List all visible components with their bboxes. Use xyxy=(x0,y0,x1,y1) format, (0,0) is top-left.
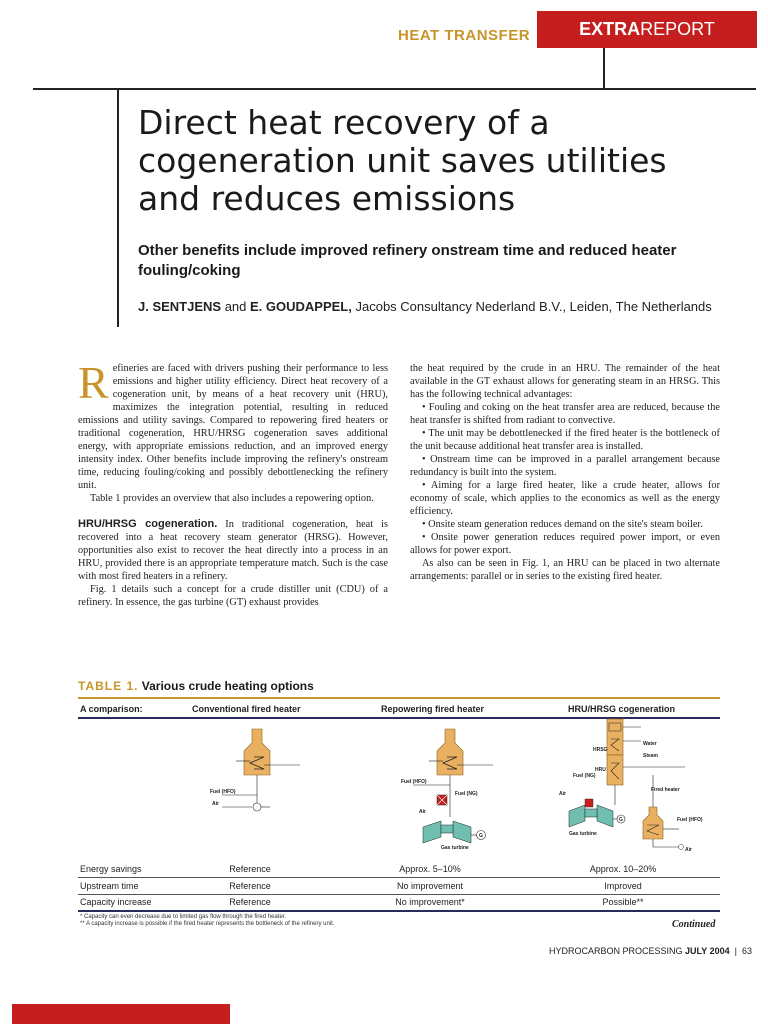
table-colhead-comparison: A comparison: xyxy=(80,704,143,714)
article-subtitle: Other benefits include improved refinery onstream time and reduced heater fouling/coking xyxy=(138,242,677,279)
paragraph-section-1 xyxy=(78,518,388,583)
table-rule-top xyxy=(78,697,720,699)
continued-label: Continued xyxy=(672,919,716,930)
table-cell: Approx. 5–10% xyxy=(399,864,461,874)
diagram-conventional-heater xyxy=(200,725,310,825)
bullet-debottleneck: • The unit may be debottlenecked if the fired heater is the bottleneck of the unit because additional heat transfer area is installed. xyxy=(410,428,720,452)
label-hru: HRU xyxy=(595,767,606,773)
author-1: J. SENTJENS xyxy=(138,299,222,314)
table-row-label: Energy savings xyxy=(80,864,142,874)
table-row-divider xyxy=(78,877,720,878)
title-divider-vertical xyxy=(117,90,119,327)
table-cell: No improvement* xyxy=(395,897,465,907)
table-cell: Possible** xyxy=(602,897,644,907)
label-hrsg: HRSG xyxy=(593,747,608,753)
table-rule-bottom xyxy=(78,910,720,912)
author-and: and xyxy=(221,299,251,314)
label-steam: Steam xyxy=(643,753,659,759)
table-cell: Reference xyxy=(229,864,271,874)
paragraph-arrangements: As also can be seen in Fig. 1, an HRU can be placed in two alternate arrangements: parallel or in series to the existing fired heater. xyxy=(410,558,720,582)
issue-date: JULY 2004 xyxy=(685,946,730,956)
table-footnote-2: ** A capacity increase is possible if the fired heater represents the bottleneck of the refinery unit. xyxy=(80,921,335,927)
table-colhead-repowering: Repowering fired heater xyxy=(381,704,485,714)
section-1-text: In traditional cogeneration, heat is recovered into a heat recovery steam generator (HRSG). However, opportunities also exist to recover the heat directly into a process in an HRU, provided there is an appropriate temperature match. Such is the case with most fired heaters in a refinery. xyxy=(78,519,388,582)
journal-name: HYDROCARBON PROCESSING xyxy=(549,946,683,956)
label-gas-turbine-2: Gas turbine xyxy=(569,831,597,837)
paragraph-continued: the heat required by the crude in an HRU. The remainder of the heat available in the GT exhaust allows for generating steam in an HRSG. This has the following technical advantages: xyxy=(410,363,720,400)
bullet-power: • Onsite power generation reduces required power import, or even allows for power export. xyxy=(410,532,720,556)
table-cell: No improvement xyxy=(396,881,464,891)
label-fuel-ng-2: Fuel (NG) xyxy=(573,773,596,779)
table-cell: Reference xyxy=(229,881,271,891)
page-footer: HYDROCARBON PROCESSING JULY 2004 | 63 xyxy=(549,946,752,956)
table-cell: Reference xyxy=(229,897,271,907)
label-air-3: Air xyxy=(559,791,566,797)
table-title: Various crude heating options xyxy=(138,679,314,693)
label-air-2: Air xyxy=(419,809,426,815)
label-water: Water xyxy=(643,741,657,747)
label-air: Air xyxy=(212,801,219,807)
table-footnote-1: * Capacity can even decrease due to limited gas flow through the fired heater. xyxy=(80,914,287,920)
bullet-onstream: • Onstream time can be improved in a parallel arrangement because redundancy is built into the system. xyxy=(410,454,720,478)
extra-bold: EXTRA xyxy=(579,19,641,39)
header-divider-vertical xyxy=(603,48,605,89)
label-generator-2: G xyxy=(619,817,623,823)
table-label xyxy=(78,679,314,693)
extra-report-banner xyxy=(537,11,757,48)
header-rule xyxy=(33,88,756,90)
label-gas-turbine: Gas turbine xyxy=(441,845,469,851)
paragraph-table-ref: Table 1 provides an overview that also includes a repowering option. xyxy=(90,493,374,504)
label-fired-heater: Fired heater xyxy=(651,787,680,793)
label-fuel-hfo: Fuel (HFO) xyxy=(210,789,236,795)
bottom-accent-bar xyxy=(12,1004,230,1024)
label-fuel-hfo-2: Fuel (HFO) xyxy=(401,779,427,785)
bullet-fouling: • Fouling and coking on the heat transfer area are reduced, because the heat transfer is shifted from radiant to convective. xyxy=(410,402,720,426)
diagram-hru-cogeneration xyxy=(555,715,705,855)
paragraph-intro xyxy=(78,357,388,492)
table-cell: Approx. 10–20% xyxy=(589,864,657,874)
extra-rest: REPORT xyxy=(640,19,715,39)
section-label: HEAT TRANSFER xyxy=(398,27,531,44)
bullet-economy: • Aiming for a large fired heater, like a crude heater, allows for economy of scale, which applies to the economics as well as the energy efficiency. xyxy=(410,480,720,517)
author-2: E. GOUDAPPEL, xyxy=(250,299,352,314)
affiliation: Jacobs Consultancy Nederland B.V., Leiden, The Netherlands xyxy=(351,299,712,314)
body-column-left xyxy=(78,357,388,609)
paragraph-intro-text: efineries are faced with drivers pushing their performance to less emissions and higher utility efficiency. Direct heat recovery of a cogeneration unit, by means of a heat recovery unit (HRU), maximizes the integration potential, resulting in reduced emissions and utility savings. Compared to repowering fired heaters or traditional cogeneration, HRU/HRSG cogeneration saves additional energy, with appropriate emissions reduction, and an improved energy intensity index. Other benefits include improving the refinery's onstream time, reducing fouling/coking and possibly debottlenecking the refinery unit. xyxy=(78,363,388,491)
bullet-steam: • Onsite steam generation reduces demand on the site's steam boiler. xyxy=(422,519,703,530)
label-fuel-hfo-3: Fuel (HFO) xyxy=(677,817,703,823)
label-generator: G xyxy=(479,833,483,839)
table-cell: Improved xyxy=(604,881,642,891)
author-line xyxy=(138,299,738,315)
table-row-divider xyxy=(78,894,720,895)
label-fuel-ng: Fuel (NG) xyxy=(455,791,478,797)
body-column-right xyxy=(410,362,720,583)
page-number: 63 xyxy=(741,946,752,956)
table-row-label: Capacity increase xyxy=(80,897,152,907)
table-number: TABLE 1. xyxy=(78,679,139,693)
label-air-4: Air xyxy=(685,847,692,853)
table-row-label: Upstream time xyxy=(80,881,139,891)
section-heading-hru: HRU/HRSG cogeneration. xyxy=(78,518,218,530)
article-title: Direct heat recovery of a cogeneration unit saves utilities and reduces emissions xyxy=(138,103,667,218)
diagram-repowering-heater xyxy=(393,725,503,860)
table-colhead-hru: HRU/HRSG cogeneration xyxy=(568,704,676,714)
drop-cap: R xyxy=(78,357,109,408)
table-colhead-conventional: Conventional fired heater xyxy=(192,704,301,714)
paragraph-fig-ref: Fig. 1 details such a concept for a crude distiller unit (CDU) of a refinery. In essence, the gas turbine (GT) exhaust provides xyxy=(78,584,388,608)
